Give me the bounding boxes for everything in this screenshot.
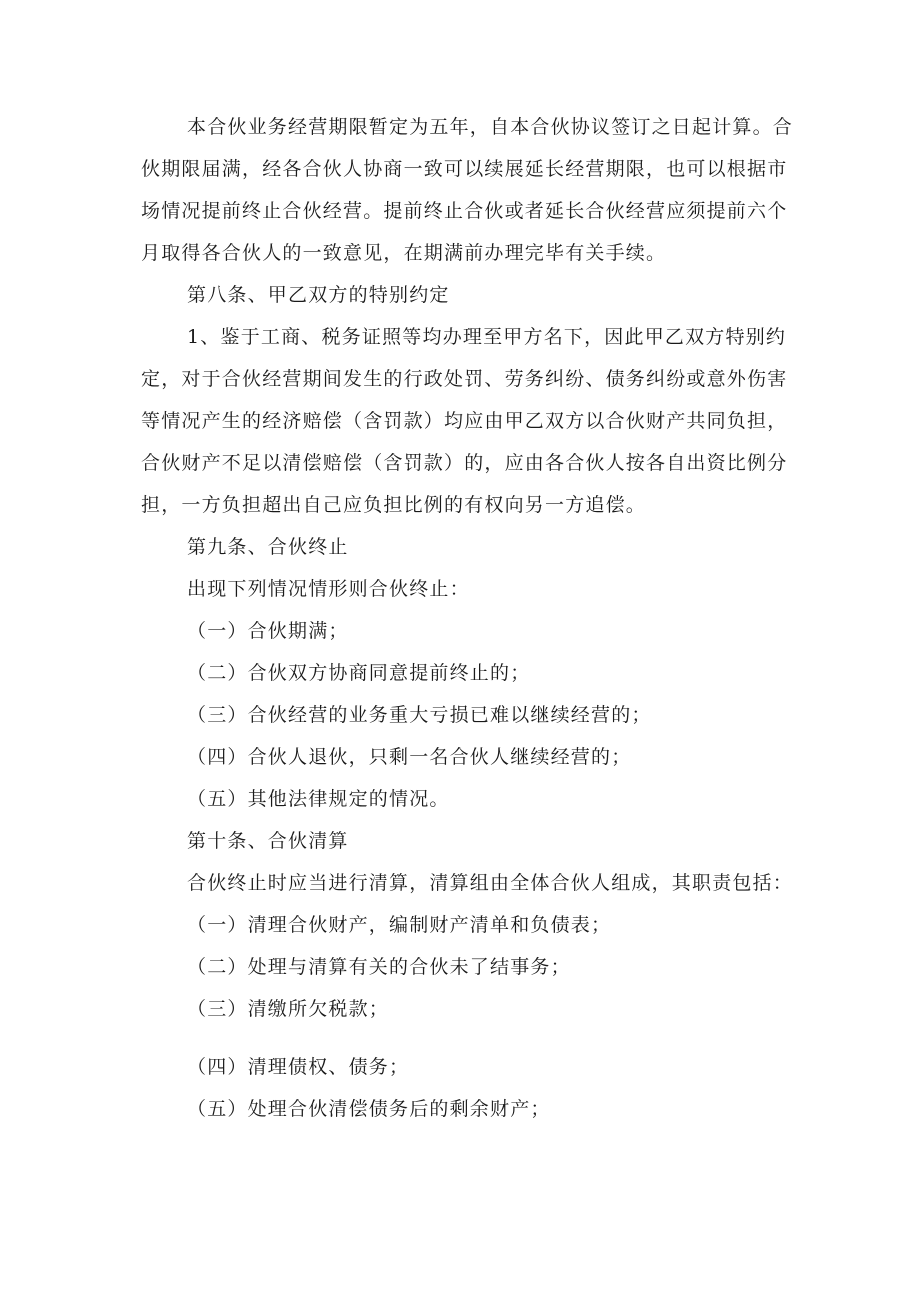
term-paragraph-line-3: 场情况提前终止合伙经营。提前终止合伙或者延长合伙经营应须提前六个: [141, 200, 788, 222]
article-10-item-5: （五）处理合伙清偿债务后的剩余财产；: [187, 1098, 551, 1120]
term-paragraph-line-4: 月取得各合伙人的一致意见，在期满前办理完毕有关手续。: [141, 242, 667, 264]
article-9-heading: 第九条、合伙终止: [187, 536, 349, 558]
article-8-item-1-line-2: 定，对于合伙经营期间发生的行政处罚、劳务纠纷、债务纠纷或意外伤害: [141, 368, 788, 390]
article-8-item-1-line-4: 合伙财产不足以清偿赔偿（含罚款）的，应由各合伙人按各自出资比例分: [141, 452, 788, 474]
article-10-item-3: （三）清缴所欠税款；: [187, 998, 390, 1020]
article-9-item-2: （二）合伙双方协商同意提前终止的；: [187, 662, 531, 684]
article-8-item-1-line-3: 等情况产生的经济赔偿（含罚款）均应由甲乙双方以合伙财产共同负担，: [141, 410, 788, 432]
article-8-item-1-line-1: 1、鉴于工商、税务证照等均办理至甲方名下，因此甲乙双方特别约: [187, 326, 787, 348]
article-9-intro: 出现下列情况情形则合伙终止：: [187, 578, 470, 600]
term-paragraph-line-1: 本合伙业务经营期限暂定为五年，自本合伙协议签订之日起计算。合: [187, 116, 794, 138]
article-10-item-1: （一）清理合伙财产，编制财产清单和负债表；: [187, 914, 612, 936]
article-9-item-3: （三）合伙经营的业务重大亏损已难以继续经营的；: [187, 704, 652, 726]
article-8-item-1-line-5: 担，一方负担超出自己应负担比例的有权向另一方追偿。: [141, 494, 647, 516]
article-10-item-2: （二）处理与清算有关的合伙未了结事务；: [187, 956, 571, 978]
article-9-item-1: （一）合伙期满；: [187, 620, 349, 642]
article-10-heading: 第十条、合伙清算: [187, 830, 349, 852]
article-10-intro: 合伙终止时应当进行清算，清算组由全体合伙人组成，其职责包括：: [187, 872, 794, 894]
article-9-item-4: （四）合伙人退伙，只剩一名合伙人继续经营的；: [187, 746, 632, 768]
article-8-heading: 第八条、甲乙双方的特别约定: [187, 284, 450, 306]
term-paragraph-line-2: 伙期限届满，经各合伙人协商一致可以续展延长经营期限，也可以根据市: [141, 158, 788, 180]
article-10-item-4: （四）清理债权、债务；: [187, 1056, 410, 1078]
article-9-item-5: （五）其他法律规定的情况。: [187, 788, 450, 810]
